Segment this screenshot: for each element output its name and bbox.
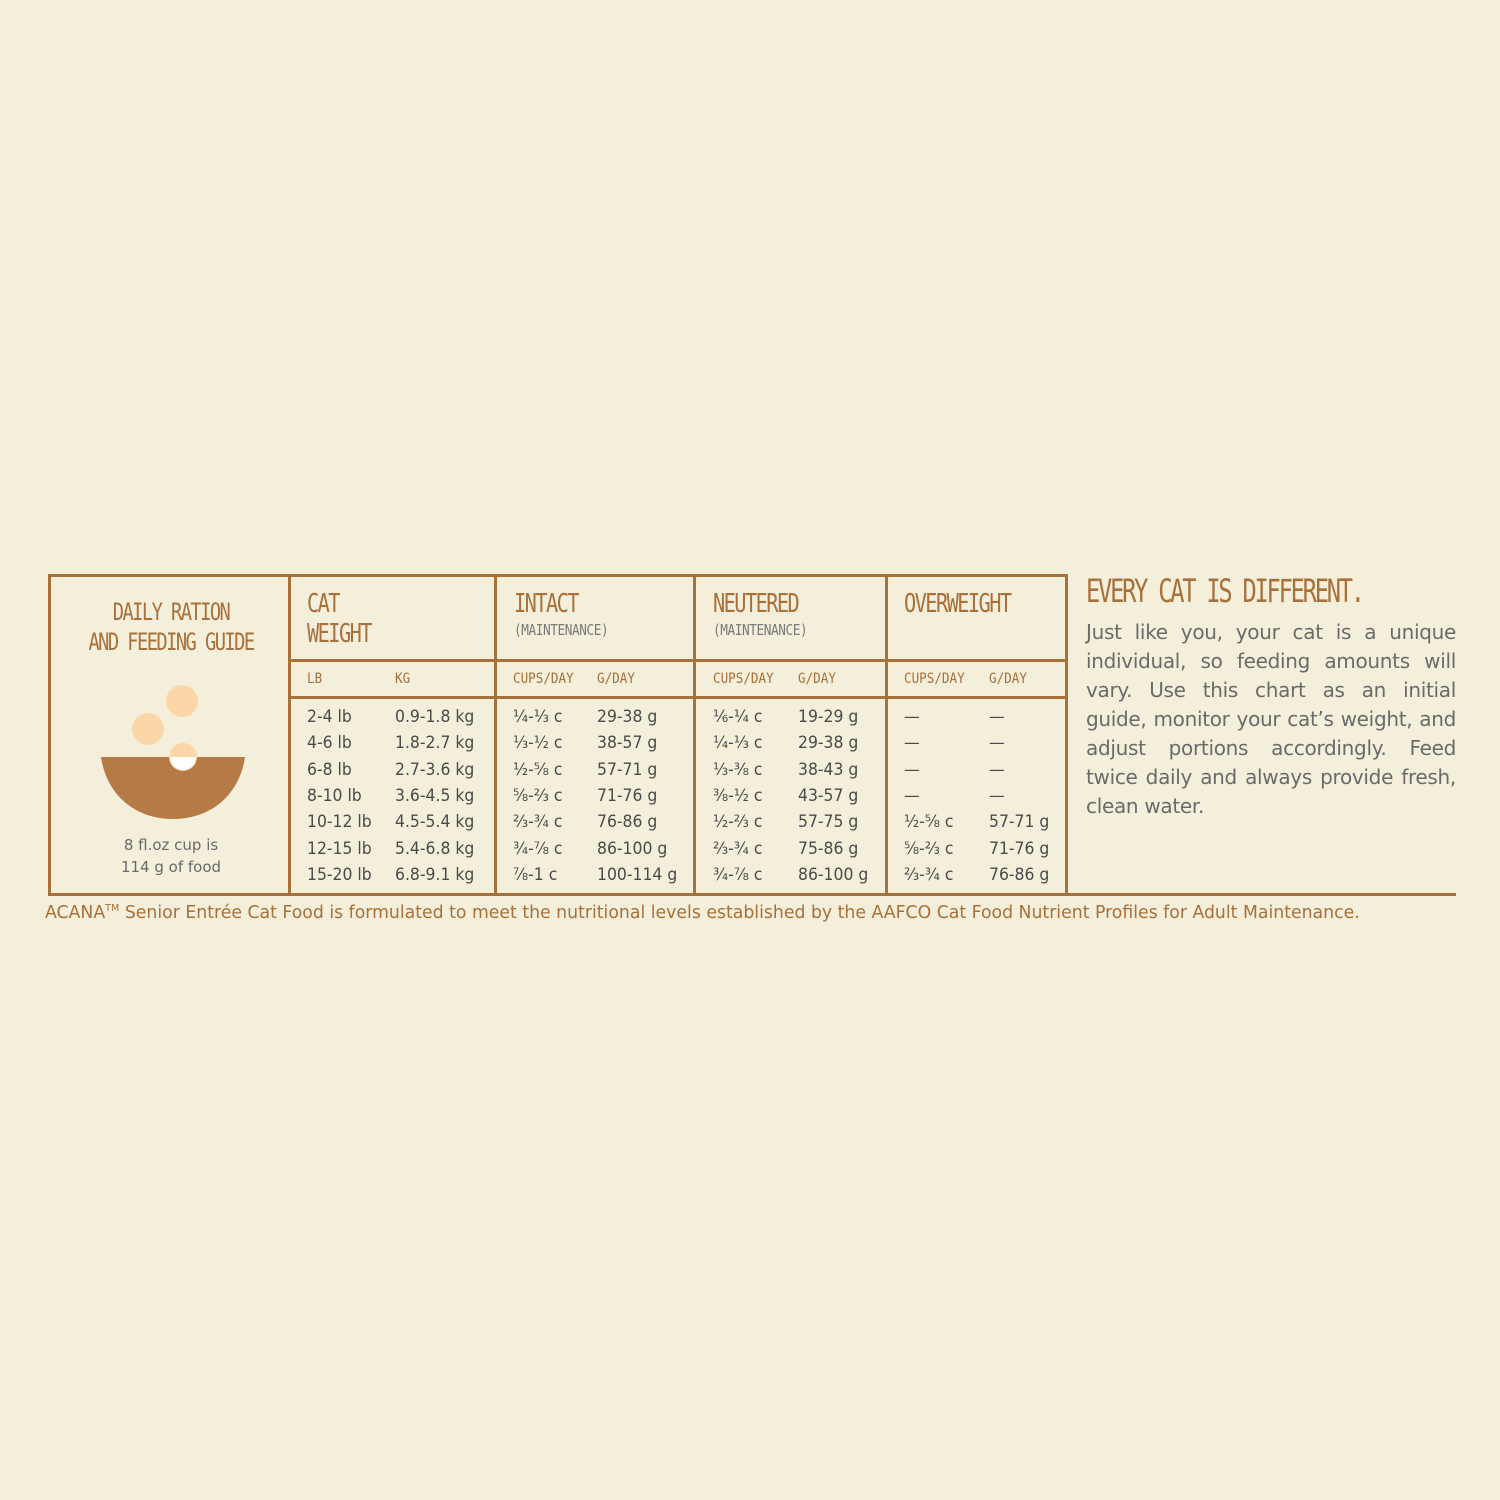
divider bbox=[494, 577, 497, 893]
intact-cups-subheader: CUPS/DAY bbox=[513, 671, 574, 687]
table-cell-over-cups: ½-⅝ c bbox=[904, 812, 954, 833]
table-cell-neut-g: 29-38 g bbox=[798, 733, 859, 754]
table-cell-neut-g: 19-29 g bbox=[798, 707, 859, 727]
intact-subtitle: (MAINTENANCE) bbox=[514, 621, 609, 639]
food-bowl-icon bbox=[99, 677, 249, 822]
table-cell-neut-cups: ⅓-⅜ c bbox=[713, 759, 763, 780]
table-cell-over-cups: — bbox=[904, 785, 920, 806]
intact-header: INTACT bbox=[514, 589, 578, 619]
overweight-header: OVERWEIGHT bbox=[904, 589, 1011, 619]
overweight-g-subheader: G/DAY bbox=[989, 671, 1027, 687]
weight-header bbox=[307, 589, 371, 649]
table-cell-kg: 2.7-3.6 kg bbox=[395, 759, 475, 780]
guide-title-line: AND FEEDING GUIDE bbox=[88, 628, 254, 656]
table-cell-over-g: 76-86 g bbox=[989, 864, 1050, 885]
table-cell-over-g: — bbox=[989, 759, 1005, 780]
footnote bbox=[45, 902, 1360, 923]
table-cell-kg: 3.6-4.5 kg bbox=[395, 785, 475, 806]
table-cell-intact-cups: ⅝-⅔ c bbox=[513, 785, 563, 806]
table-cell-kg: 0.9-1.8 kg bbox=[395, 707, 475, 727]
table-cell-neut-g: 43-57 g bbox=[798, 785, 859, 806]
divider bbox=[1068, 893, 1456, 896]
table-cell-neut-cups: ¾-⅞ c bbox=[713, 864, 763, 885]
table-cell-lb: 4-6 lb bbox=[307, 733, 352, 754]
divider bbox=[693, 577, 696, 893]
table-cell-neut-cups: ⅜-½ c bbox=[713, 785, 763, 806]
table-cell-kg: 5.4-6.8 kg bbox=[395, 838, 475, 859]
cup-note bbox=[51, 834, 291, 878]
table-cell-intact-g: 76-86 g bbox=[597, 812, 658, 833]
table-cell-neut-g: 86-100 g bbox=[798, 864, 869, 885]
table-cell-neut-cups: ⅙-¼ c bbox=[713, 707, 763, 727]
table-cell-lb: 10-12 lb bbox=[307, 812, 372, 833]
table-cell-neut-g: 75-86 g bbox=[798, 838, 859, 859]
table-cell-neut-g: 57-75 g bbox=[798, 812, 859, 833]
divider bbox=[288, 696, 1065, 699]
table-cell-intact-cups: ⅓-½ c bbox=[513, 733, 563, 754]
table-cell-over-cups: ⅔-¾ c bbox=[904, 864, 954, 885]
divider bbox=[288, 659, 1065, 662]
neutered-g-subheader: G/DAY bbox=[798, 671, 836, 687]
table-cell-over-g: — bbox=[989, 785, 1005, 806]
header-line: CAT bbox=[307, 589, 339, 619]
intact-g-subheader: G/DAY bbox=[597, 671, 635, 687]
table-cell-neut-cups: ¼-⅓ c bbox=[713, 733, 763, 754]
trademark-mark: TM bbox=[105, 903, 120, 914]
table-cell-lb: 2-4 lb bbox=[307, 707, 352, 727]
table-cell-over-g: — bbox=[989, 707, 1005, 727]
table-cell-neut-cups: ½-⅔ c bbox=[713, 812, 763, 833]
table-cell-intact-cups: ⅔-¾ c bbox=[513, 812, 563, 833]
kg-subheader: KG bbox=[395, 671, 411, 687]
table-cell-intact-g: 71-76 g bbox=[597, 785, 658, 806]
guide-title bbox=[77, 597, 264, 657]
table-cell-over-cups: — bbox=[904, 759, 920, 780]
side-text: Just like you, your cat is a unique individual, so feeding amounts will vary. Use this chart as an initial guide, monitor your cat’s weight, and adjust portions accordingly. Feed twice daily and always provide fresh, clean water. bbox=[1086, 620, 1456, 818]
table-cell-intact-g: 100-114 g bbox=[597, 864, 678, 885]
table-cell-over-g: 71-76 g bbox=[989, 838, 1050, 859]
table-cell-neut-cups: ⅔-¾ c bbox=[713, 838, 763, 859]
header-line: WEIGHT bbox=[307, 619, 371, 649]
table-cell-intact-g: 57-71 g bbox=[597, 759, 658, 780]
guide-title-line: DAILY RATION bbox=[112, 598, 230, 626]
table-cell-intact-cups: ⅞-1 c bbox=[513, 864, 558, 885]
table-cell-intact-cups: ½-⅝ c bbox=[513, 759, 563, 780]
table-cell-lb: 6-8 lb bbox=[307, 759, 352, 780]
lb-subheader: LB bbox=[307, 671, 323, 687]
table-cell-over-cups: ⅝-⅔ c bbox=[904, 838, 954, 859]
footnote-text: Senior Entrée Cat Food is formulated to meet the nutritional levels established by the AAFCO Cat Food Nutrient Profiles for Adult Maintenance. bbox=[119, 902, 1360, 923]
neutered-cups-subheader: CUPS/DAY bbox=[713, 671, 774, 687]
table-cell-intact-g: 29-38 g bbox=[597, 707, 658, 727]
cup-note-line: 114 g of food bbox=[120, 858, 222, 876]
neutered-subtitle: (MAINTENANCE) bbox=[713, 621, 808, 639]
table-cell-intact-g: 86-100 g bbox=[597, 838, 668, 859]
table-cell-over-cups: — bbox=[904, 707, 920, 727]
cup-note-line: 8 fl.oz cup is bbox=[123, 836, 219, 854]
overweight-cups-subheader: CUPS/DAY bbox=[904, 671, 965, 687]
footnote-brand: ACANA bbox=[45, 902, 106, 923]
neutered-header: NEUTERED bbox=[713, 589, 799, 619]
table-cell-kg: 6.8-9.1 kg bbox=[395, 864, 475, 885]
side-title: EVERY CAT IS DIFFERENT. bbox=[1086, 572, 1363, 610]
table-cell-kg: 4.5-5.4 kg bbox=[395, 812, 475, 833]
table-cell-over-g: — bbox=[989, 733, 1005, 754]
table-cell-intact-cups: ¾-⅞ c bbox=[513, 838, 563, 859]
table-cell-lb: 12-15 lb bbox=[307, 838, 372, 859]
table-cell-lb: 8-10 lb bbox=[307, 785, 362, 806]
table-cell-over-g: 57-71 g bbox=[989, 812, 1050, 833]
table-cell-lb: 15-20 lb bbox=[307, 864, 372, 885]
divider bbox=[885, 577, 888, 893]
table-cell-intact-g: 38-57 g bbox=[597, 733, 658, 754]
table-cell-kg: 1.8-2.7 kg bbox=[395, 733, 475, 754]
feeding-guide-table bbox=[48, 574, 1068, 896]
table-cell-over-cups: — bbox=[904, 733, 920, 754]
table-cell-neut-g: 38-43 g bbox=[798, 759, 859, 780]
table-cell-intact-cups: ¼-⅓ c bbox=[513, 707, 563, 727]
